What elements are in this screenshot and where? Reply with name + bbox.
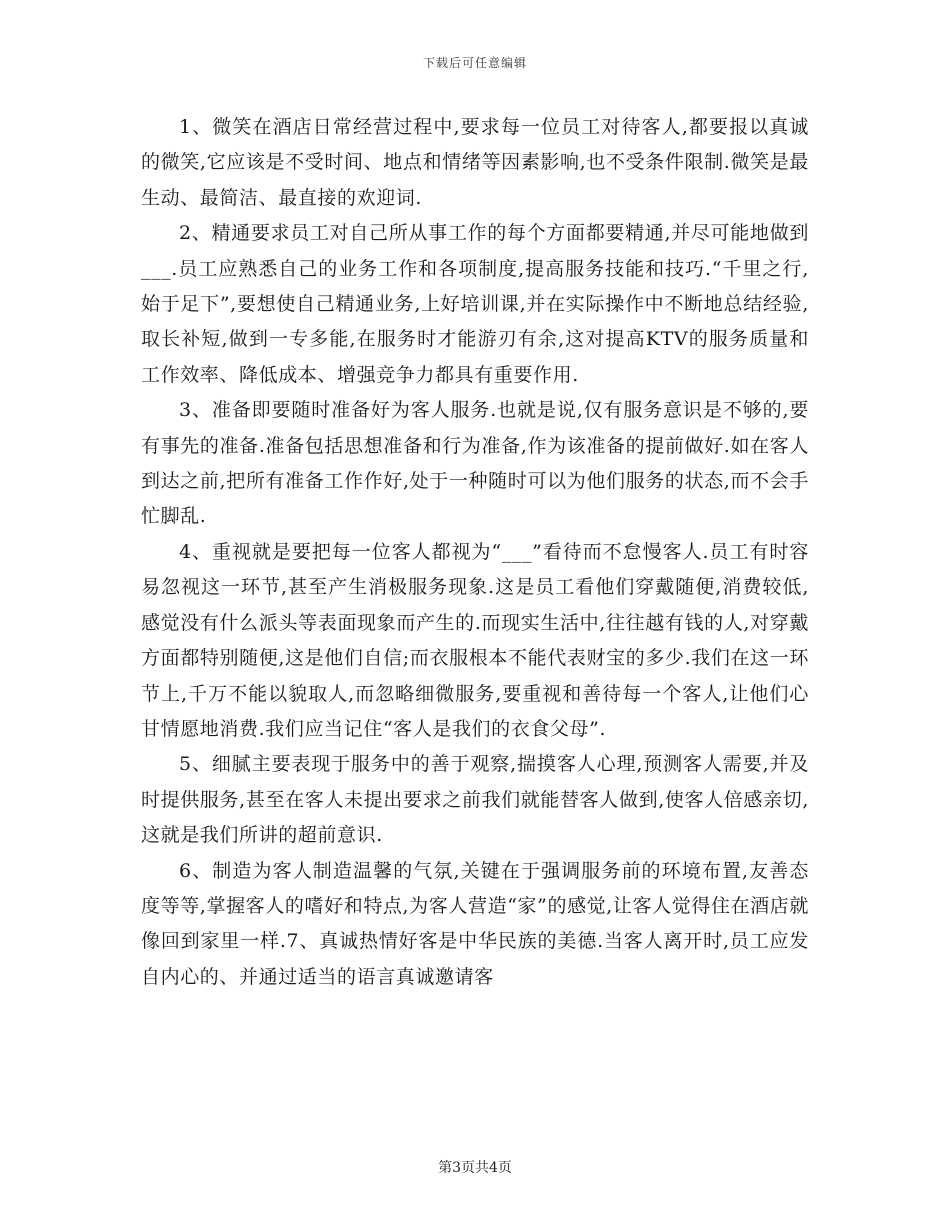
header-note: 下载后可任意编辑	[422, 56, 527, 70]
paragraph-6: 6、制造为客人制造温馨的气氛,关键在于强调服务前的环境布置,友善态度等等,掌握客人的嗜好和特点,为客人营造“家”的感觉,让客人觉得住在酒店就像回到家里一样.7、真诚热情好客是中华民族的美德.当客人离开时,员工应发自内心的、并通过适当的语言真诚邀请客	[141, 859, 809, 988]
paragraph-5: 5、细腻主要表现于服务中的善于观察,揣摸客人心理,预测客人需要,并及时提供服务,甚至在客人未提出要求之前我们就能替客人做到,使客人倍感亲切,这就是我们所讲的超前意识.	[141, 753, 809, 847]
paragraph-2: 2、精通要求员工对自己所从事工作的每个方面都要精通,并尽可能地做到___.员工应熟悉自己的业务工作和各项制度,提高服务技能和技巧.“千里之行,始于足下”,要想使自己精通业务,上好培训课,并在实际操作中不断地总结经验,取长补短,做到一专多能,在服务时才能游刃有余,这对提高KTV的服务质量和工作效率、降低成本、增强竞争力都具有重要作用.	[141, 222, 809, 386]
page-number: 第3页共4页	[438, 1160, 512, 1176]
document-body	[141, 110, 809, 995]
paragraph-3: 3、准备即要随时准备好为客人服务.也就是说,仅有服务意识是不够的,要有事先的准备.准备包括思想准备和行为准备,作为该准备的提前做好.如在客人到达之前,把所有准备工作作好,处于一种随时可以为他们服务的状态,而不会手忙脚乱.	[141, 399, 809, 528]
paragraph-4: 4、重视就是要把每一位客人都视为“___”看待而不怠慢客人.员工有时容易忽视这一环节,甚至产生消极服务现象.这是员工看他们穿戴随便,消费较低,感觉没有什么派头等表面现象而产生的.而现实生活中,往往越有钱的人,对穿戴方面都特别随便,这是他们自信;而衣服根本不能代表财宝的多少.我们在这一环节上,千万不能以貌取人,而忽略细微服务,要重视和善待每一个客人,让他们心甘情愿地消费.我们应当记住“客人是我们的衣食父母”.	[141, 540, 809, 740]
paragraph-1: 1、微笑在酒店日常经营过程中,要求每一位员工对待客人,都要报以真诚的微笑,它应该是不受时间、地点和情绪等因素影响,也不受条件限制.微笑是最生动、最简洁、最直接的欢迎词.	[141, 116, 809, 209]
